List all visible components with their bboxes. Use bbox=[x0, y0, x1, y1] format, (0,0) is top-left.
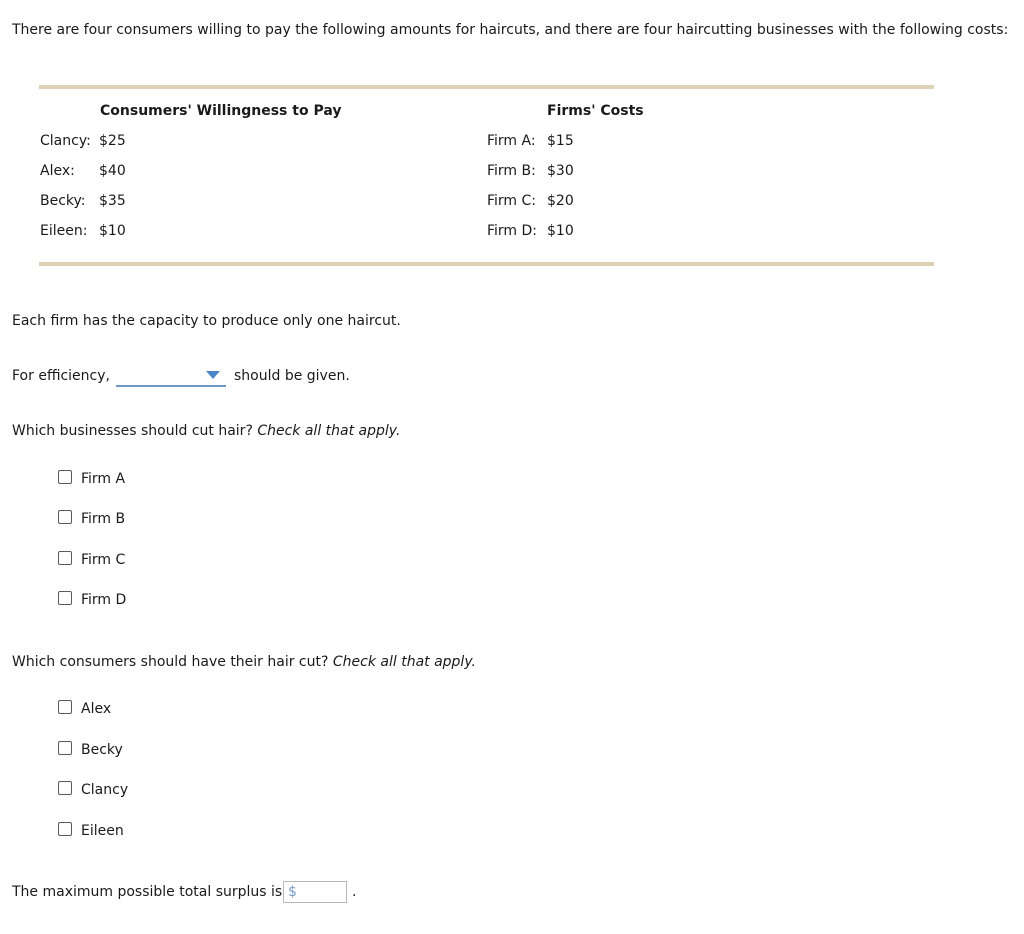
surplus-period: . bbox=[352, 884, 357, 900]
clancy-label[interactable]: Clancy bbox=[81, 782, 129, 798]
consumer-name: Becky: bbox=[40, 193, 86, 209]
efficiency-dropdown[interactable] bbox=[116, 365, 226, 387]
firm-b-label[interactable]: Firm B bbox=[81, 511, 126, 527]
firms-header: Firms' Costs bbox=[547, 103, 644, 119]
chevron-down-icon bbox=[206, 371, 220, 379]
firm-c-checkbox[interactable] bbox=[58, 551, 72, 565]
firm-name: Firm B: bbox=[487, 163, 536, 179]
consumers-question-hint: Check all that apply. bbox=[332, 654, 476, 670]
alex-label[interactable]: Alex bbox=[81, 701, 112, 717]
firm-cost: $30 bbox=[547, 163, 574, 179]
firm-name: Firm A: bbox=[487, 133, 536, 149]
firms-question-text: Which businesses should cut hair? bbox=[12, 423, 253, 439]
firm-cost: $10 bbox=[547, 223, 574, 239]
consumers-question bbox=[12, 654, 476, 670]
firm-d-checkbox[interactable] bbox=[58, 591, 72, 605]
surplus-input[interactable] bbox=[298, 883, 344, 901]
consumer-name: Eileen: bbox=[40, 223, 88, 239]
firm-c-label[interactable]: Firm C bbox=[81, 552, 126, 568]
alex-checkbox[interactable] bbox=[58, 700, 72, 714]
intro-text: There are four consumers willing to pay the following amounts for haircuts, and there are four haircutting businesses with the following costs: bbox=[12, 22, 1009, 38]
firm-name: Firm D: bbox=[487, 223, 538, 239]
firm-a-label[interactable]: Firm A bbox=[81, 471, 126, 487]
consumer-value: $40 bbox=[99, 163, 126, 179]
firm-cost: $15 bbox=[547, 133, 574, 149]
consumer-name: Alex: bbox=[40, 163, 75, 179]
eileen-label[interactable]: Eileen bbox=[81, 823, 124, 839]
becky-label[interactable]: Becky bbox=[81, 742, 123, 758]
surplus-input-box[interactable] bbox=[283, 881, 347, 903]
clancy-checkbox[interactable] bbox=[58, 781, 72, 795]
dollar-sign: $ bbox=[288, 884, 297, 900]
firm-a-checkbox[interactable] bbox=[58, 470, 72, 484]
efficiency-prefix: For efficiency, bbox=[12, 368, 110, 384]
consumers-header: Consumers' Willingness to Pay bbox=[100, 103, 342, 119]
firms-question bbox=[12, 423, 400, 439]
consumer-value: $10 bbox=[99, 223, 126, 239]
consumer-name: Clancy: bbox=[40, 133, 91, 149]
table-bottom-rule bbox=[39, 262, 934, 266]
firm-cost: $20 bbox=[547, 193, 574, 209]
consumer-value: $25 bbox=[99, 133, 126, 149]
firm-d-label[interactable]: Firm D bbox=[81, 592, 127, 608]
capacity-note: Each firm has the capacity to produce only one haircut. bbox=[12, 313, 401, 329]
firm-b-checkbox[interactable] bbox=[58, 510, 72, 524]
firm-name: Firm C: bbox=[487, 193, 537, 209]
becky-checkbox[interactable] bbox=[58, 741, 72, 755]
efficiency-suffix: should be given. bbox=[234, 368, 350, 384]
firms-question-hint: Check all that apply. bbox=[257, 423, 401, 439]
surplus-label: The maximum possible total surplus is bbox=[12, 884, 283, 900]
table-top-rule bbox=[39, 85, 934, 89]
eileen-checkbox[interactable] bbox=[58, 822, 72, 836]
consumer-value: $35 bbox=[99, 193, 126, 209]
consumers-question-text: Which consumers should have their hair cut? bbox=[12, 654, 329, 670]
